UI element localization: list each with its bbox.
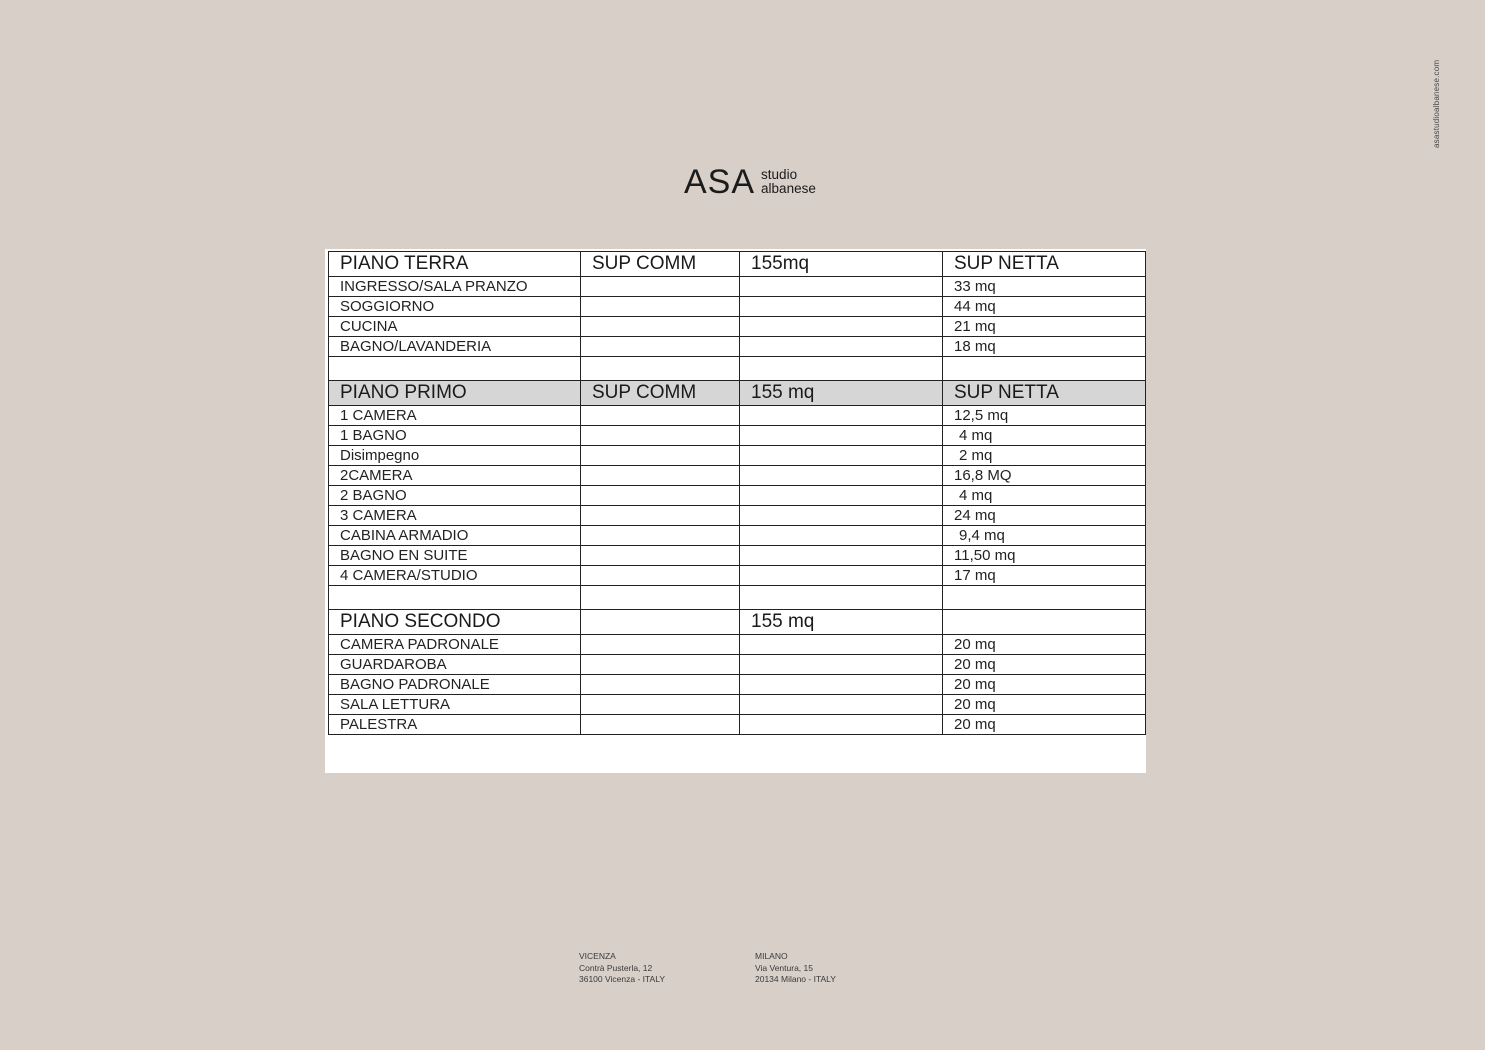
logo-wordmark bbox=[761, 168, 816, 196]
sup-netta-label bbox=[943, 610, 1146, 635]
sup-comm-value: 155 mq bbox=[740, 381, 943, 406]
table-row bbox=[329, 466, 1146, 486]
room-name: SOGGIORNO bbox=[329, 297, 581, 317]
table-row bbox=[329, 655, 1146, 675]
address-milano bbox=[755, 951, 836, 986]
sup-comm-label: SUP COMM bbox=[581, 381, 740, 406]
room-name: BAGNO EN SUITE bbox=[329, 546, 581, 566]
table-row bbox=[329, 486, 1146, 506]
address-city: VICENZA bbox=[579, 951, 616, 961]
table-row bbox=[329, 406, 1146, 426]
address-city: MILANO bbox=[755, 951, 788, 961]
room-name: SALA LETTURA bbox=[329, 695, 581, 715]
room-name: 4 CAMERA/STUDIO bbox=[329, 566, 581, 586]
logo-mark: ASA bbox=[684, 163, 756, 201]
table-row bbox=[329, 426, 1146, 446]
room-name: CABINA ARMADIO bbox=[329, 526, 581, 546]
floor-name: PIANO PRIMO bbox=[329, 381, 581, 406]
sup-comm-value: 155mq bbox=[740, 252, 943, 277]
room-name: PALESTRA bbox=[329, 715, 581, 735]
table-row bbox=[329, 506, 1146, 526]
section-header-piano-secondo bbox=[329, 610, 1146, 635]
room-area: 16,8 MQ bbox=[943, 466, 1146, 486]
room-area: 20 mq bbox=[943, 675, 1146, 695]
table-row bbox=[329, 446, 1146, 466]
room-name: 3 CAMERA bbox=[329, 506, 581, 526]
room-area: 17 mq bbox=[943, 566, 1146, 586]
room-name: 1 CAMERA bbox=[329, 406, 581, 426]
address-vicenza bbox=[579, 951, 665, 986]
room-area: 20 mq bbox=[943, 715, 1146, 735]
sup-netta-label: SUP NETTA bbox=[943, 381, 1146, 406]
room-name: BAGNO PADRONALE bbox=[329, 675, 581, 695]
room-name: GUARDAROBA bbox=[329, 655, 581, 675]
table-row bbox=[329, 317, 1146, 337]
address-postal: 20134 Milano - ITALY bbox=[755, 974, 836, 984]
logo-line-albanese: albanese bbox=[761, 181, 816, 196]
table-row bbox=[329, 277, 1146, 297]
room-name: 2CAMERA bbox=[329, 466, 581, 486]
website-url: asastudioalbanese.com bbox=[1432, 59, 1441, 148]
table-row bbox=[329, 635, 1146, 655]
address-street: Via Ventura, 15 bbox=[755, 962, 813, 973]
room-area: 21 mq bbox=[943, 317, 1146, 337]
room-area: 20 mq bbox=[943, 635, 1146, 655]
blank-row bbox=[329, 357, 1146, 381]
area-table bbox=[328, 251, 1146, 735]
table-row bbox=[329, 566, 1146, 586]
table-row bbox=[329, 715, 1146, 735]
room-area: 20 mq bbox=[943, 655, 1146, 675]
floor-name: PIANO TERRA bbox=[329, 252, 581, 277]
room-area: 18 mq bbox=[943, 337, 1146, 357]
room-area: 20 mq bbox=[943, 695, 1146, 715]
room-area: 4 mq bbox=[943, 486, 1146, 506]
table-row bbox=[329, 297, 1146, 317]
room-area: 24 mq bbox=[943, 506, 1146, 526]
room-name: INGRESSO/SALA PRANZO bbox=[329, 277, 581, 297]
room-name: Disimpegno bbox=[329, 446, 581, 466]
room-area: 33 mq bbox=[943, 277, 1146, 297]
table-row bbox=[329, 546, 1146, 566]
section-header-piano-primo bbox=[329, 381, 1146, 406]
sup-comm-label bbox=[581, 610, 740, 635]
table-row bbox=[329, 526, 1146, 546]
room-name: CAMERA PADRONALE bbox=[329, 635, 581, 655]
sup-netta-label: SUP NETTA bbox=[943, 252, 1146, 277]
room-area: 11,50 mq bbox=[943, 546, 1146, 566]
blank-row bbox=[329, 586, 1146, 610]
sup-comm-value: 155 mq bbox=[740, 610, 943, 635]
floor-name: PIANO SECONDO bbox=[329, 610, 581, 635]
sup-comm-label: SUP COMM bbox=[581, 252, 740, 277]
room-name: 2 BAGNO bbox=[329, 486, 581, 506]
room-area: 12,5 mq bbox=[943, 406, 1146, 426]
address-street: Contrà Pusterla, 12 bbox=[579, 962, 653, 973]
table-row bbox=[329, 675, 1146, 695]
room-area: 4 mq bbox=[943, 426, 1146, 446]
section-header-piano-terra bbox=[329, 252, 1146, 277]
room-name: CUCINA bbox=[329, 317, 581, 337]
logo bbox=[684, 164, 816, 200]
room-name: 1 BAGNO bbox=[329, 426, 581, 446]
area-sheet bbox=[325, 249, 1146, 773]
room-area: 2 mq bbox=[943, 446, 1146, 466]
table-row bbox=[329, 695, 1146, 715]
room-area: 44 mq bbox=[943, 297, 1146, 317]
room-area: 9,4 mq bbox=[943, 526, 1146, 546]
room-name: BAGNO/LAVANDERIA bbox=[329, 337, 581, 357]
logo-line-studio: studio bbox=[761, 167, 798, 182]
table-row bbox=[329, 337, 1146, 357]
address-postal: 36100 Vicenza - ITALY bbox=[579, 974, 665, 984]
